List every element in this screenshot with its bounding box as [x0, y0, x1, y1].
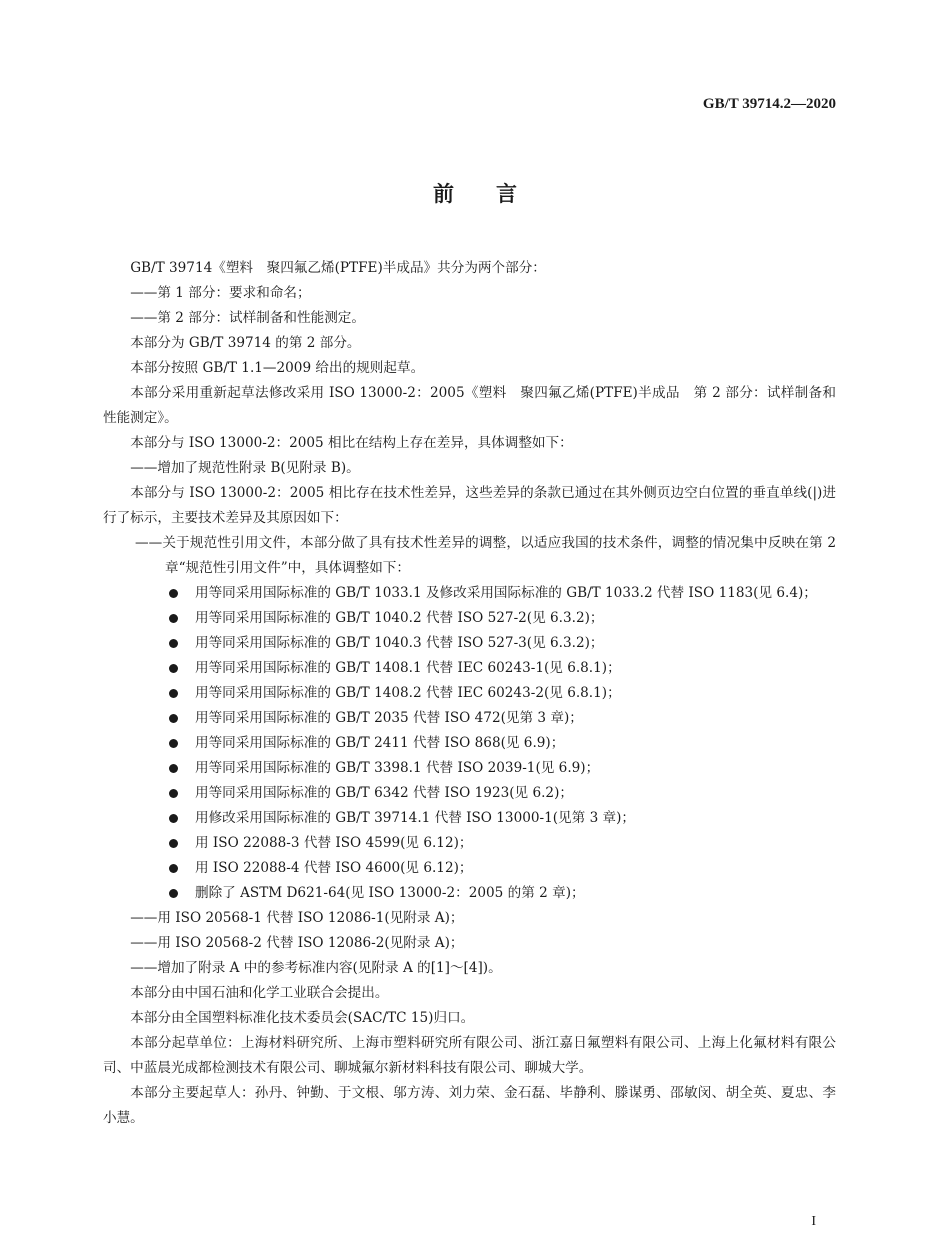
reference-bullet-list [103, 581, 836, 906]
foreword-body [103, 256, 836, 1131]
bullet-item: 用 ISO 22088-4 代替 ISO 4600(见 6.12)； [103, 856, 836, 881]
part-item: ——第 1 部分：要求和命名； [130, 285, 311, 301]
technical-paragraph: 本部分与 ISO 13000-2：2005 相比存在技术性差异，这些差异的条款已通过在其外侧页边空白位置的垂直单线(|)进行了标示，主要技术差异及其原因如下： [103, 485, 836, 526]
bullet-item: 用等同采用国际标准的 GB/T 1033.1 及修改采用国际标准的 GB/T 1033.2 代替 ISO 1183(见 6.4)； [103, 581, 836, 606]
bullet-item: 用等同采用国际标准的 GB/T 2411 代替 ISO 868(见 6.9)； [103, 731, 836, 756]
drafters-paragraph: 本部分主要起草人：孙丹、钟勤、于文根、邬方涛、刘力荣、金石磊、毕静利、滕谋勇、邵敏闵、胡全英、夏忠、李小慧。 [103, 1085, 836, 1126]
technical-item: ——用 ISO 20568-1 代替 ISO 12086-1(见附录 A)； [130, 910, 464, 926]
intro-paragraph: GB/T 39714《塑料 聚四氟乙烯(PTFE)半成品》共分为两个部分： [130, 260, 546, 276]
proposed-paragraph: 本部分由中国石油和化学工业联合会提出。 [130, 985, 389, 1001]
bullet-item: 用等同采用国际标准的 GB/T 3398.1 代替 ISO 2039-1(见 6.9)； [103, 756, 836, 781]
bullet-item: 用等同采用国际标准的 GB/T 2035 代替 ISO 472(见第 3 章)； [103, 706, 836, 731]
page-title: 前言 [433, 182, 559, 206]
bullet-item: 用 ISO 22088-3 代替 ISO 4599(见 6.12)； [103, 831, 836, 856]
technical-lead-item: ——关于规范性引用文件，本部分做了具有技术性差异的调整，以适应我国的技术条件，调整的情况集中反映在第 2 章“规范性引用文件”中，具体调整如下： [135, 535, 836, 576]
rules-paragraph: 本部分按照 GB/T 1.1—2009 给出的规则起草。 [130, 360, 425, 376]
part-of-paragraph: 本部分为 GB/T 39714 的第 2 部分。 [130, 335, 361, 351]
structure-item: ——增加了规范性附录 B(见附录 B)。 [130, 460, 360, 476]
technical-item: ——增加了附录 A 中的参考标准内容(见附录 A 的[1]～[4])。 [130, 960, 502, 976]
part-item: ——第 2 部分：试样制备和性能测定。 [130, 310, 365, 326]
bullet-item: 用等同采用国际标准的 GB/T 6342 代替 ISO 1923(见 6.2)； [103, 781, 836, 806]
bullet-item: 用修改采用国际标准的 GB/T 39714.1 代替 ISO 13000-1(见第 3 章)； [103, 806, 836, 831]
structure-paragraph: 本部分与 ISO 13000-2：2005 相比在结构上存在差异，具体调整如下： [130, 435, 573, 451]
document-number: GB/T 39714.2—2020 [702, 96, 836, 112]
bullet-item: 删除了 ASTM D621-64(见 ISO 13000-2：2005 的第 2 章)； [103, 881, 836, 906]
adoption-paragraph: 本部分采用重新起草法修改采用 ISO 13000-2：2005《塑料 聚四氟乙烯(PTFE)半成品 第 2 部分：试样制备和性能测定》。 [103, 385, 836, 426]
drafting-units-paragraph: 本部分起草单位：上海材料研究所、上海市塑料研究所有限公司、浙江嘉日氟塑料有限公司、上海上化氟材料有限公司、中蓝晨光成都检测技术有限公司、聊城氟尔新材料科技有限公司、聊城大学。 [103, 1035, 836, 1076]
page-number: I [811, 1214, 816, 1229]
managed-paragraph: 本部分由全国塑料标准化技术委员会(SAC/TC 15)归口。 [130, 1010, 475, 1026]
bullet-item: 用等同采用国际标准的 GB/T 1040.3 代替 ISO 527-3(见 6.3.2)； [103, 631, 836, 656]
bullet-item: 用等同采用国际标准的 GB/T 1408.1 代替 IEC 60243-1(见 6.8.1)； [103, 656, 836, 681]
bullet-item: 用等同采用国际标准的 GB/T 1408.2 代替 IEC 60243-2(见 6.8.1)； [103, 681, 836, 706]
bullet-item: 用等同采用国际标准的 GB/T 1040.2 代替 ISO 527-2(见 6.3.2)； [103, 606, 836, 631]
technical-item: ——用 ISO 20568-2 代替 ISO 12086-2(见附录 A)； [130, 935, 464, 951]
